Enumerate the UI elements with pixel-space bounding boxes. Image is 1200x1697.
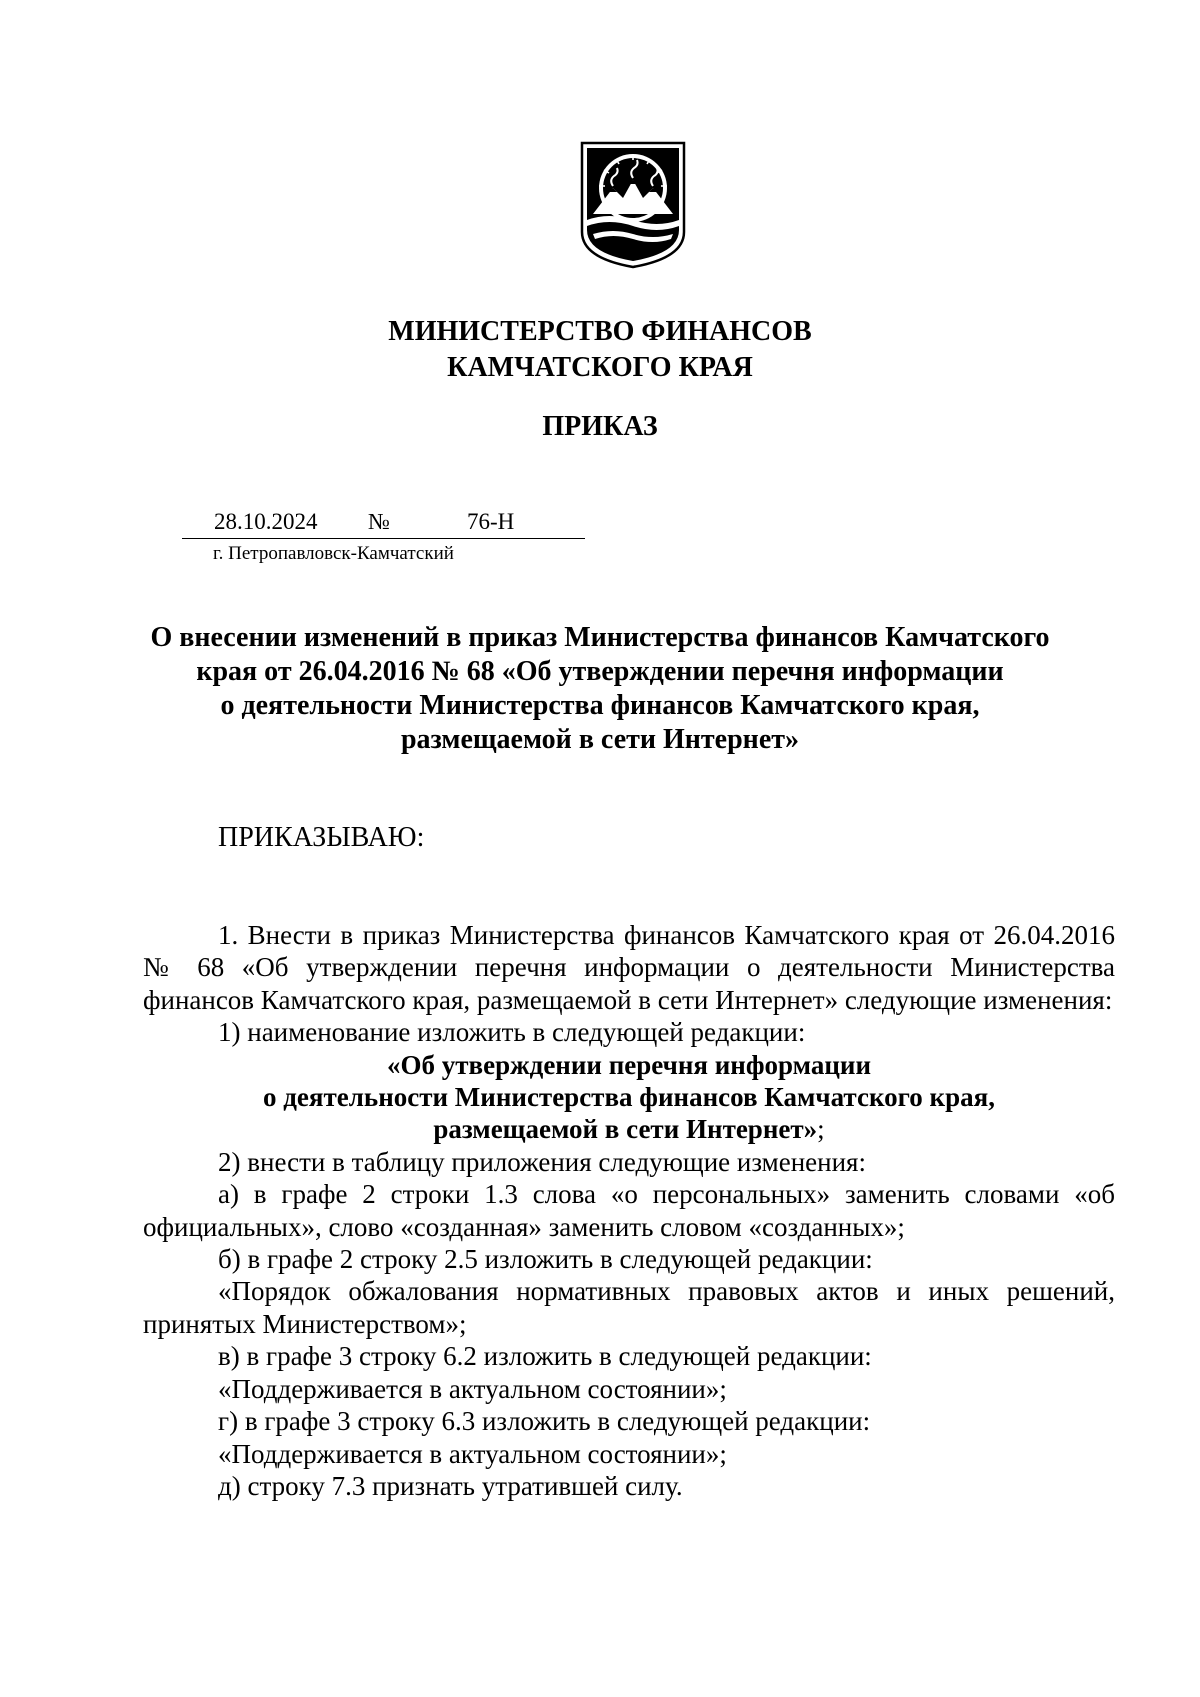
doc-title-line-2: края от 26.04.2016 № 68 «Об утверждении перечня информации xyxy=(196,656,1004,687)
doc-title-line-1: О внесении изменений в приказ Министерства финансов Камчатского xyxy=(150,622,1050,653)
quoted-title xyxy=(143,1049,1115,1146)
paragraph-sub-g-quote: «Поддерживается в актуальном состоянии»; xyxy=(218,1438,727,1469)
ministry-name xyxy=(0,314,1200,386)
document-body xyxy=(143,919,1115,1502)
quoted-title-semicolon: ; xyxy=(817,1114,825,1145)
paragraph-sub-d: д) строку 7.3 признать утратившей силу. xyxy=(218,1470,683,1501)
order-title: ПРИКАЗ xyxy=(542,411,658,442)
paragraph-sub-v-quote: «Поддерживается в актуальном состоянии»; xyxy=(218,1373,727,1404)
order-word: ПРИКАЗЫВАЮ: xyxy=(218,822,425,853)
ministry-line-1: МИНИСТЕРСТВО ФИНАНСОВ xyxy=(388,316,812,347)
order-date: 28.10.2024 xyxy=(214,509,318,534)
paragraph-sub-a: а) в графе 2 строки 1.3 слова «о персональных» заменить словами «об официальных», слово «созданная» заменить словом «созданных»; xyxy=(143,1179,1115,1242)
quoted-title-line-3 xyxy=(143,1113,1115,1145)
paragraph-sub-v: в) в графе 3 строку 6.2 изложить в следующей редакции: xyxy=(218,1341,872,1372)
doc-title-line-4: размещаемой в сети Интернет» xyxy=(400,724,799,755)
paragraph-sub-b: б) в графе 2 строку 2.5 изложить в следующей редакции: xyxy=(218,1244,873,1275)
city-name: г. Петропавловск-Камчатский xyxy=(213,543,454,564)
document-title xyxy=(0,621,1200,757)
ministry-line-2: КАМЧАТСКОГО КРАЯ xyxy=(447,352,753,383)
paragraph-item-2: 2) внести в таблицу приложения следующие изменения: xyxy=(218,1146,866,1177)
quoted-title-line-3-text: размещаемой в сети Интернет» xyxy=(433,1114,818,1145)
paragraph-1: 1. Внести в приказ Министерства финансов Камчатского края от 26.04.2016 № 68 «Об утверждении перечня информации о деятельности Министерства финансов Камчатского края, размещаемой в сети Интернет» следующие изменения: xyxy=(143,920,1115,1015)
paragraph-sub-g: г) в графе 3 строку 6.3 изложить в следующей редакции: xyxy=(218,1406,871,1437)
number-sign: № xyxy=(368,509,390,534)
paragraph-item-1: 1) наименование изложить в следующей редакции: xyxy=(218,1017,806,1048)
quoted-title-line-1: «Об утверждении перечня информации xyxy=(386,1049,872,1080)
order-number: 76-Н xyxy=(467,509,515,534)
coat-of-arms-emblem xyxy=(579,140,687,270)
doc-title-line-3: о деятельности Министерства финансов Камчатского края, xyxy=(220,690,980,721)
quoted-title-line-2: о деятельности Министерства финансов Камчатского края, xyxy=(263,1082,995,1113)
paragraph-sub-b-quote: «Порядок обжалования нормативных правовых актов и иных решений, принятых Министерством»; xyxy=(143,1276,1115,1339)
date-number-line xyxy=(182,508,585,539)
